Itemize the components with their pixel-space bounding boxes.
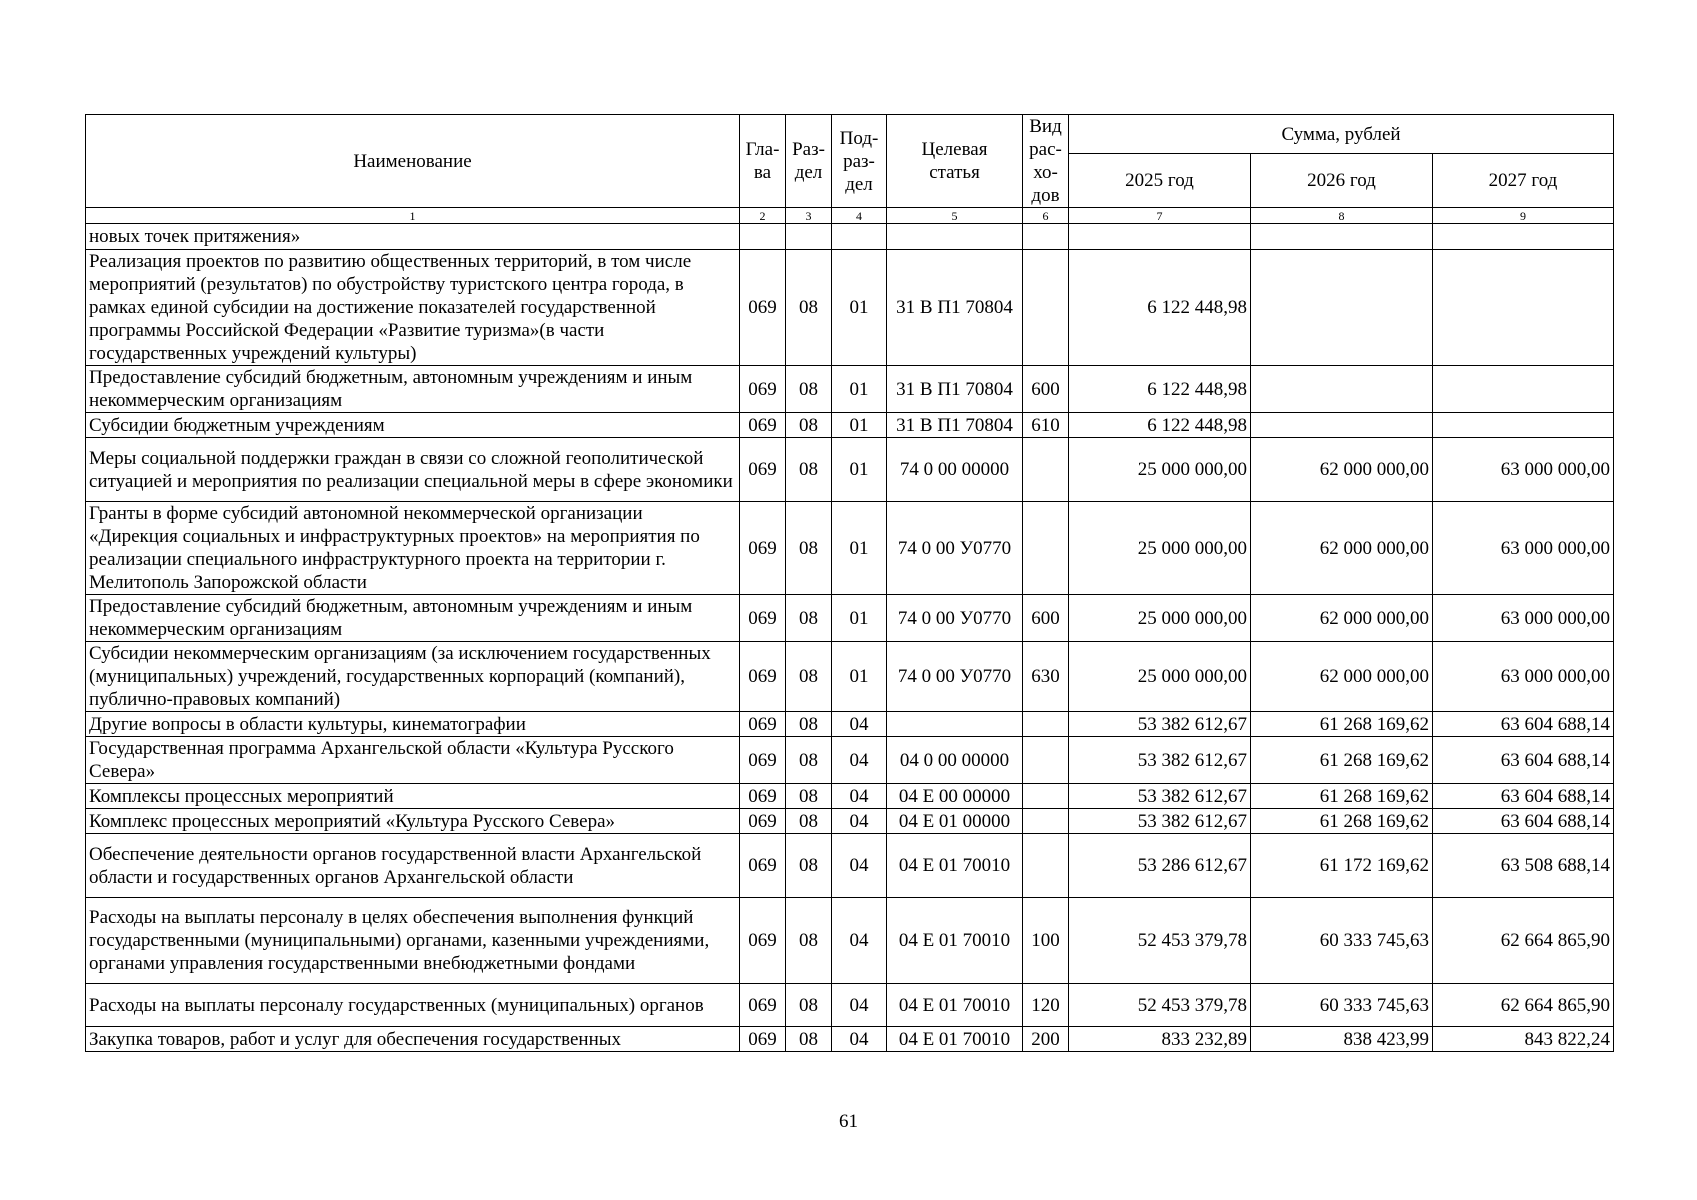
row-razdel: 08: [786, 1027, 832, 1052]
row-expense-type: 600: [1023, 595, 1069, 642]
row-sum-2026: 61 268 169,62: [1251, 737, 1433, 784]
row-sum-2027: 63 000 000,00: [1433, 642, 1614, 712]
row-target-article: [887, 224, 1023, 250]
row-sum-2027: [1433, 250, 1614, 366]
row-glava: 069: [740, 898, 786, 984]
row-glava: 069: [740, 712, 786, 737]
row-sum-2026: 62 000 000,00: [1251, 502, 1433, 595]
row-glava: 069: [740, 642, 786, 712]
header-razdel: Раз- дел: [786, 115, 832, 208]
row-expense-type: [1023, 834, 1069, 898]
row-sum-2026: 60 333 745,63: [1251, 984, 1433, 1027]
row-expense-type: 200: [1023, 1027, 1069, 1052]
table-row: [86, 1027, 1614, 1052]
row-razdel: 08: [786, 366, 832, 413]
row-target-article: 04 Е 01 00000: [887, 809, 1023, 834]
row-sum-2025: [1069, 224, 1251, 250]
row-podrazdel: 04: [832, 984, 887, 1027]
row-target-article: 74 0 00 У0770: [887, 642, 1023, 712]
row-glava: 069: [740, 737, 786, 784]
header-vid: Вид рас- хо- дов: [1023, 115, 1069, 208]
row-podrazdel: 04: [832, 784, 887, 809]
row-expense-type: 100: [1023, 898, 1069, 984]
row-name: Гранты в форме субсидий автономной некоммерческой организации «Дирекция социальных и инфраструктурных проектов» на мероприятия по реализации специального инфраструктурного проекта на территории г. Мелитополь Запорожской области: [86, 502, 740, 595]
row-podrazdel: 01: [832, 366, 887, 413]
row-sum-2025: 52 453 379,78: [1069, 984, 1251, 1027]
budget-table: [85, 114, 1614, 1052]
row-razdel: 08: [786, 642, 832, 712]
row-name: новых точек притяжения»: [86, 224, 740, 250]
row-sum-2025: 53 382 612,67: [1069, 712, 1251, 737]
row-razdel: 08: [786, 250, 832, 366]
row-sum-2026: 61 172 169,62: [1251, 834, 1433, 898]
table-row: [86, 834, 1614, 898]
row-target-article: [887, 712, 1023, 737]
row-glava: 069: [740, 984, 786, 1027]
row-glava: 069: [740, 250, 786, 366]
row-razdel: 08: [786, 898, 832, 984]
row-glava: 069: [740, 784, 786, 809]
row-sum-2027: 63 604 688,14: [1433, 784, 1614, 809]
row-razdel: 08: [786, 784, 832, 809]
row-glava: 069: [740, 1027, 786, 1052]
row-podrazdel: 04: [832, 809, 887, 834]
row-sum-2025: 6 122 448,98: [1069, 413, 1251, 438]
row-podrazdel: 01: [832, 413, 887, 438]
column-number: 6: [1023, 208, 1069, 224]
row-sum-2027: [1433, 366, 1614, 413]
row-podrazdel: 04: [832, 898, 887, 984]
row-sum-2027: 63 604 688,14: [1433, 809, 1614, 834]
row-glava: 069: [740, 809, 786, 834]
row-target-article: 04 Е 01 70010: [887, 898, 1023, 984]
row-podrazdel: 04: [832, 712, 887, 737]
row-glava: 069: [740, 366, 786, 413]
row-sum-2027: [1433, 224, 1614, 250]
row-name: Предоставление субсидий бюджетным, автономным учреждениям и иным некоммерческим организациям: [86, 595, 740, 642]
table-row: [86, 502, 1614, 595]
row-glava: 069: [740, 413, 786, 438]
table-row: [86, 642, 1614, 712]
row-glava: 069: [740, 595, 786, 642]
row-sum-2025: 53 382 612,67: [1069, 737, 1251, 784]
row-sum-2026: [1251, 224, 1433, 250]
row-razdel: 08: [786, 834, 832, 898]
row-sum-2025: 53 382 612,67: [1069, 809, 1251, 834]
row-glava: 069: [740, 834, 786, 898]
row-expense-type: [1023, 809, 1069, 834]
row-target-article: 04 Е 00 00000: [887, 784, 1023, 809]
row-podrazdel: 04: [832, 737, 887, 784]
row-name: Расходы на выплаты персоналу государственных (муниципальных) органов: [86, 984, 740, 1027]
row-sum-2027: 63 000 000,00: [1433, 502, 1614, 595]
row-sum-2025: 6 122 448,98: [1069, 250, 1251, 366]
row-expense-type: 630: [1023, 642, 1069, 712]
table-row: [86, 898, 1614, 984]
row-sum-2027: 63 604 688,14: [1433, 737, 1614, 784]
row-sum-2025: 25 000 000,00: [1069, 502, 1251, 595]
row-glava: 069: [740, 502, 786, 595]
column-number: 4: [832, 208, 887, 224]
column-number: 5: [887, 208, 1023, 224]
table-row: [86, 712, 1614, 737]
row-sum-2027: 62 664 865,90: [1433, 984, 1614, 1027]
row-sum-2025: 6 122 448,98: [1069, 366, 1251, 413]
row-razdel: 08: [786, 809, 832, 834]
column-number: 2: [740, 208, 786, 224]
row-sum-2025: 52 453 379,78: [1069, 898, 1251, 984]
table-row: [86, 595, 1614, 642]
row-name: Предоставление субсидий бюджетным, автономным учреждениям и иным некоммерческим организациям: [86, 366, 740, 413]
row-target-article: 04 Е 01 70010: [887, 984, 1023, 1027]
row-expense-type: [1023, 438, 1069, 502]
row-sum-2025: 25 000 000,00: [1069, 642, 1251, 712]
row-razdel: 08: [786, 502, 832, 595]
row-podrazdel: 01: [832, 595, 887, 642]
row-sum-2026: 62 000 000,00: [1251, 642, 1433, 712]
table-row: [86, 784, 1614, 809]
column-number: 9: [1433, 208, 1614, 224]
row-expense-type: 120: [1023, 984, 1069, 1027]
row-expense-type: [1023, 224, 1069, 250]
column-number: 7: [1069, 208, 1251, 224]
table-row: [86, 737, 1614, 784]
row-name: Комплексы процессных мероприятий: [86, 784, 740, 809]
row-sum-2027: 63 000 000,00: [1433, 595, 1614, 642]
row-name: Государственная программа Архангельской области «Культура Русского Севера»: [86, 737, 740, 784]
row-sum-2025: 53 286 612,67: [1069, 834, 1251, 898]
row-sum-2027: 843 822,24: [1433, 1027, 1614, 1052]
row-expense-type: [1023, 502, 1069, 595]
row-glava: [740, 224, 786, 250]
column-number: 1: [86, 208, 740, 224]
table-row: [86, 809, 1614, 834]
row-target-article: 74 0 00 У0770: [887, 502, 1023, 595]
table-row: [86, 366, 1614, 413]
row-sum-2026: 62 000 000,00: [1251, 595, 1433, 642]
row-target-article: 31 В П1 70804: [887, 366, 1023, 413]
header-name: Наименование: [86, 115, 740, 208]
row-razdel: 08: [786, 438, 832, 502]
row-target-article: 31 В П1 70804: [887, 250, 1023, 366]
row-glava: 069: [740, 438, 786, 502]
row-sum-2026: 60 333 745,63: [1251, 898, 1433, 984]
row-name: Закупка товаров, работ и услуг для обеспечения государственных: [86, 1027, 740, 1052]
row-sum-2027: 63 000 000,00: [1433, 438, 1614, 502]
row-sum-2026: 62 000 000,00: [1251, 438, 1433, 502]
row-sum-2026: [1251, 366, 1433, 413]
row-target-article: 04 Е 01 70010: [887, 1027, 1023, 1052]
row-sum-2026: 61 268 169,62: [1251, 809, 1433, 834]
row-name: Субсидии бюджетным учреждениям: [86, 413, 740, 438]
header-summa: Сумма, рублей: [1069, 115, 1614, 154]
row-target-article: 74 0 00 У0770: [887, 595, 1023, 642]
row-sum-2027: [1433, 413, 1614, 438]
table-row: [86, 250, 1614, 366]
header-year-2026: 2026 год: [1251, 154, 1433, 208]
row-razdel: 08: [786, 984, 832, 1027]
row-name: Меры социальной поддержки граждан в связи со сложной геополитической ситуацией и мероприятия по реализации специальной меры в сфере экономики: [86, 438, 740, 502]
header-podrazdel: Под- раз- дел: [832, 115, 887, 208]
header-target: Целевая статья: [887, 115, 1023, 208]
row-sum-2025: 25 000 000,00: [1069, 438, 1251, 502]
row-name: Другие вопросы в области культуры, кинематографии: [86, 712, 740, 737]
row-expense-type: 610: [1023, 413, 1069, 438]
row-target-article: 74 0 00 00000: [887, 438, 1023, 502]
row-sum-2026: 61 268 169,62: [1251, 784, 1433, 809]
row-razdel: 08: [786, 413, 832, 438]
page-number: 61: [839, 1111, 858, 1132]
table-body: [86, 224, 1614, 1052]
row-name: Комплекс процессных мероприятий «Культура Русского Севера»: [86, 809, 740, 834]
row-podrazdel: 04: [832, 1027, 887, 1052]
row-podrazdel: 04: [832, 834, 887, 898]
table-row: [86, 224, 1614, 250]
table-row: [86, 438, 1614, 502]
row-name: Реализация проектов по развитию общественных территорий, в том числе мероприятий (результатов) по обустройству туристского центра города, в рамках единой субсидии на достижение показателей государственной программы Российской Федерации «Развитие туризма»(в части государственных учреждений культуры): [86, 250, 740, 366]
row-sum-2025: 53 382 612,67: [1069, 784, 1251, 809]
row-expense-type: [1023, 250, 1069, 366]
row-name: Обеспечение деятельности органов государственной власти Архангельской области и государственных органов Архангельской области: [86, 834, 740, 898]
row-razdel: [786, 224, 832, 250]
header-year-2027: 2027 год: [1433, 154, 1614, 208]
column-number-row: [86, 208, 1614, 224]
row-expense-type: [1023, 784, 1069, 809]
row-razdel: 08: [786, 712, 832, 737]
table-row: [86, 413, 1614, 438]
header-year-2025: 2025 год: [1069, 154, 1251, 208]
row-podrazdel: 01: [832, 642, 887, 712]
row-expense-type: 600: [1023, 366, 1069, 413]
table-row: [86, 984, 1614, 1027]
row-expense-type: [1023, 712, 1069, 737]
row-target-article: 31 В П1 70804: [887, 413, 1023, 438]
row-sum-2026: [1251, 250, 1433, 366]
column-number: 8: [1251, 208, 1433, 224]
row-sum-2027: 62 664 865,90: [1433, 898, 1614, 984]
row-sum-2025: 25 000 000,00: [1069, 595, 1251, 642]
row-podrazdel: 01: [832, 250, 887, 366]
row-expense-type: [1023, 737, 1069, 784]
row-sum-2027: 63 508 688,14: [1433, 834, 1614, 898]
row-razdel: 08: [786, 595, 832, 642]
row-podrazdel: [832, 224, 887, 250]
row-target-article: 04 Е 01 70010: [887, 834, 1023, 898]
row-sum-2026: 838 423,99: [1251, 1027, 1433, 1052]
row-name: Субсидии некоммерческим организациям (за исключением государственных (муниципальных) учреждений, государственных корпораций (компаний), публично-правовых компаний): [86, 642, 740, 712]
row-sum-2026: 61 268 169,62: [1251, 712, 1433, 737]
row-podrazdel: 01: [832, 502, 887, 595]
row-sum-2027: 63 604 688,14: [1433, 712, 1614, 737]
row-sum-2025: 833 232,89: [1069, 1027, 1251, 1052]
header-glava: Гла- ва: [740, 115, 786, 208]
row-name: Расходы на выплаты персоналу в целях обеспечения выполнения функций государственными (муниципальными) органами, казенными учреждениями, органами управления государственными внебюджетными фондами: [86, 898, 740, 984]
row-sum-2026: [1251, 413, 1433, 438]
row-podrazdel: 01: [832, 438, 887, 502]
column-number: 3: [786, 208, 832, 224]
row-razdel: 08: [786, 737, 832, 784]
row-target-article: 04 0 00 00000: [887, 737, 1023, 784]
